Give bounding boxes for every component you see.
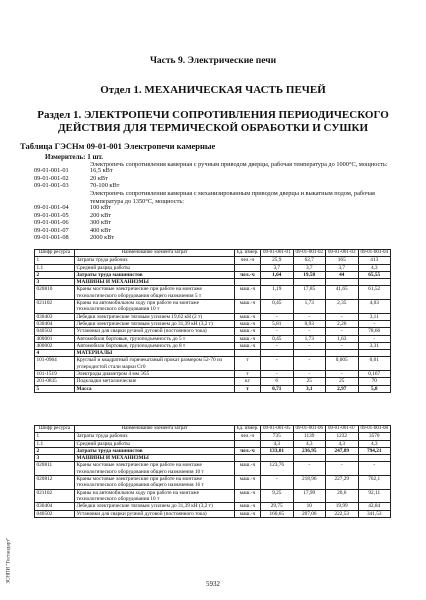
item-value: 200 кВт: [90, 211, 112, 219]
table-row: [35, 510, 391, 517]
value-cell: 218,96: [293, 476, 326, 490]
value-cell: 4,3: [293, 440, 326, 447]
table-row: [35, 378, 391, 385]
value-cell: 123,76: [261, 462, 294, 476]
value-cell: -: [326, 371, 359, 378]
value-cell: [293, 350, 326, 357]
description-group-2: Электропечь сопротивления камерная с механизированным приводом дверцы и выкатным подом, рабочая температура до 1350°C, мощность:: [90, 190, 375, 205]
value-cell: 4,3: [358, 440, 391, 447]
value-cell: -: [326, 462, 359, 476]
table-row: [35, 447, 391, 454]
column-header: 09-01-001-07: [326, 426, 359, 433]
value-cell: 65,55: [358, 271, 391, 278]
unit: маш.-ч: [235, 476, 261, 490]
resource-code: 3: [35, 455, 75, 462]
value-cell: 61,52: [358, 286, 391, 300]
value-cell: 0,45: [261, 335, 294, 342]
description-group-1: Электропечь сопротивления камерная с ручным приводом дверцы, рабочая температура до 1000°C, мощность:: [90, 161, 388, 168]
unit: маш.-ч: [235, 335, 261, 342]
table-header-row: [35, 426, 391, 433]
item-code: 09-01-001-08: [34, 234, 69, 242]
table-row: [35, 264, 391, 271]
value-cell: -: [261, 476, 294, 490]
value-cell: -: [326, 328, 359, 335]
table-row: [35, 433, 391, 440]
resource-name: Лебедки электрические тяговым усилием до 31,39 кН (3,2 т): [75, 320, 235, 327]
value-cell: [358, 455, 391, 462]
table-row: [35, 328, 391, 335]
value-cell: 1232: [326, 433, 359, 440]
resource-code: 020812: [35, 476, 75, 490]
value-cell: 207,06: [293, 510, 326, 517]
value-cell: 341,53: [358, 510, 391, 517]
value-cell: 3570: [358, 433, 391, 440]
resource-name: Установки для сварки ручной дуговой (постоянного тока): [75, 328, 235, 335]
resource-code: 1.1: [35, 440, 75, 447]
resource-code: 021102: [35, 300, 75, 314]
unit: маш.-ч: [235, 510, 261, 517]
value-cell: -: [261, 371, 294, 378]
unit: маш.-ч: [235, 503, 261, 510]
value-cell: 3,11: [358, 313, 391, 320]
resource-name: Лебедки электрические тяговым усилием 19,62 кН (2 т): [75, 313, 235, 320]
table-row: [35, 300, 391, 314]
page-number: 5932: [206, 580, 220, 588]
resource-code: 400002: [35, 342, 75, 349]
value-cell: 222,53: [326, 510, 359, 517]
resource-name: Круглый и квадратный горячекатаный прокат размером 52-70 из углеродистой стали марки Ст0: [75, 357, 235, 371]
value-cell: -: [261, 357, 294, 371]
table-row: [35, 455, 391, 462]
resource-name: Краны мостовые электрические при работе на монтаже технологического оборудования общего назначения 16 т: [75, 476, 235, 490]
item-code: 09-01-001-07: [34, 226, 69, 234]
resources-table-1: [34, 249, 391, 393]
unit: [235, 350, 261, 357]
column-header: 09-01-001-04: [358, 250, 391, 257]
value-cell: 29,75: [261, 503, 294, 510]
side-stamp-text: ЗСНПИ "Гостандарт": [6, 537, 12, 584]
value-cell: 9,25: [261, 489, 294, 503]
resource-name: Затраты труда рабочих: [75, 257, 235, 264]
resource-code: 1: [35, 433, 75, 440]
value-cell: 1,19: [261, 286, 294, 300]
value-cell: 0,93: [293, 320, 326, 327]
value-cell: 41,65: [326, 286, 359, 300]
value-cell: [326, 350, 359, 357]
value-cell: 42,84: [358, 503, 391, 510]
table-row: [35, 476, 391, 490]
value-cell: 0,01: [358, 357, 391, 371]
item-code: 09-01-001-05: [34, 211, 69, 219]
value-cell: [326, 279, 359, 286]
value-cell: 17,99: [293, 489, 326, 503]
table-row: [35, 462, 391, 476]
resource-code: 1.1: [35, 264, 75, 271]
resource-code: 2: [35, 271, 75, 278]
side-stamp: [2, 470, 12, 590]
unit: маш.-ч: [235, 489, 261, 503]
value-cell: 0,167: [358, 371, 391, 378]
item-value: 16,5 кВт: [90, 167, 113, 174]
value-cell: -: [261, 313, 294, 320]
department-title: Отдел 1. МЕХАНИЧЕСКАЯ ЧАСТЬ ПЕЧЕЙ: [100, 84, 326, 96]
table-header-row: [35, 250, 391, 257]
resource-name: МАШИНЫ И МЕХАНИЗМЫ: [75, 455, 235, 462]
value-cell: 92,11: [358, 489, 391, 503]
value-cell: 1,73: [293, 335, 326, 342]
column-header: 09-01-001-08: [358, 426, 391, 433]
resource-name: Краны мостовые электрические при работе на монтаже технологического оборудования общего назначения 5 т: [75, 286, 235, 300]
column-header: 09-01-001-06: [293, 426, 326, 433]
value-cell: -: [293, 313, 326, 320]
value-cell: 6: [261, 378, 294, 385]
value-cell: -: [293, 371, 326, 378]
resource-code: 4: [35, 350, 75, 357]
resources-table-2: [34, 425, 391, 518]
table-title: Таблица ГЭСНм 09-01-001 Электропечи камерные: [20, 141, 216, 151]
value-cell: 794,21: [358, 447, 391, 454]
table-row: [35, 385, 391, 392]
value-cell: 17,85: [293, 286, 326, 300]
value-cell: -: [293, 328, 326, 335]
value-cell: -: [358, 320, 391, 327]
value-cell: 0,71: [261, 385, 294, 392]
meter-label: Измеритель: 1 шт.: [45, 153, 104, 161]
column-header: Ед. измер.: [235, 250, 261, 257]
value-cell: 4,03: [358, 300, 391, 314]
value-cell: [326, 455, 359, 462]
resource-name: МАШИНЫ И МЕХАНИЗМЫ: [75, 279, 235, 286]
value-cell: 5,81: [261, 320, 294, 327]
value-cell: 4,3: [326, 440, 359, 447]
resource-code: 030404: [35, 503, 75, 510]
table-row: [35, 350, 391, 357]
resource-name: Автомобили бортовые, грузоподъемность до 5 т: [75, 335, 235, 342]
item-code: 09-01-001-03: [34, 182, 69, 190]
value-cell: 10: [293, 503, 326, 510]
item-code: 09-01-001-04: [34, 204, 69, 211]
value-cell: 44: [326, 271, 359, 278]
value-cell: 4,3: [358, 264, 391, 271]
item-value: 300 кВт: [90, 219, 112, 227]
unit: чел.-ч: [235, 447, 261, 454]
table-row: [35, 335, 391, 342]
resource-code: 201-0835: [35, 378, 75, 385]
item-value: 400 кВт: [90, 226, 112, 234]
value-cell: -: [326, 342, 359, 349]
value-cell: 62,7: [293, 257, 326, 264]
value-cell: 1,63: [326, 335, 359, 342]
resource-name: Подкладки металлические: [75, 378, 235, 385]
column-header: 09-01-001-05: [261, 426, 294, 433]
column-header: 09-01-001-03: [326, 250, 359, 257]
item-value: 2000 кВт: [90, 234, 115, 242]
value-cell: 0,005: [326, 357, 359, 371]
resource-name: Краны мостовые электрические при работе на монтаже технологического оборудования общего назначения 10 т: [75, 462, 235, 476]
resource-code: 020810: [35, 286, 75, 300]
column-header: Шифр ресурса: [35, 426, 75, 433]
value-cell: 3,7: [261, 264, 294, 271]
column-header: Наименование элемента затрат: [75, 250, 235, 257]
table-row: [35, 257, 391, 264]
value-cell: 19,99: [326, 503, 359, 510]
value-cell: 78,66: [358, 328, 391, 335]
resource-code: 030404: [35, 320, 75, 327]
value-cell: -: [293, 462, 326, 476]
resource-code: 3: [35, 279, 75, 286]
value-cell: 165: [326, 257, 359, 264]
item-code: 09-01-001-01: [34, 167, 69, 174]
value-cell: [293, 455, 326, 462]
value-cell: 0,45: [261, 300, 294, 314]
value-cell: 25: [293, 378, 326, 385]
table-row: [35, 440, 391, 447]
unit: т: [235, 385, 261, 392]
column-header: Шифр ресурса: [35, 250, 75, 257]
value-cell: -: [358, 462, 391, 476]
resource-name: Средний разряд работы: [75, 264, 235, 271]
value-cell: [261, 279, 294, 286]
resource-code: 5: [35, 385, 75, 392]
item-value: 100 кВт: [90, 204, 112, 211]
value-cell: 2,97: [326, 385, 359, 392]
unit: чел.-ч: [235, 433, 261, 440]
value-cell: 413: [358, 257, 391, 264]
value-cell: [293, 279, 326, 286]
table-row: [35, 489, 391, 503]
value-cell: 735: [261, 433, 294, 440]
value-cell: 160,65: [261, 510, 294, 517]
table-row: [35, 371, 391, 378]
resource-name: Краны на автомобильном ходу при работе на монтаже технологического оборудования 10 т: [75, 300, 235, 314]
resource-code: 2: [35, 447, 75, 454]
column-header: 09-01-001-02: [293, 250, 326, 257]
value-cell: -: [358, 335, 391, 342]
value-cell: 3,7: [293, 264, 326, 271]
value-cell: 5,8: [358, 385, 391, 392]
item-value: 20 кВт: [90, 174, 108, 182]
resource-code: 1: [35, 257, 75, 264]
unit: маш.-ч: [235, 300, 261, 314]
value-cell: 20,6: [326, 489, 359, 503]
column-header: Ед. измер.: [235, 426, 261, 433]
resource-name: Масса: [75, 385, 235, 392]
value-cell: 19,58: [293, 271, 326, 278]
value-cell: 247,89: [326, 447, 359, 454]
value-cell: -: [293, 357, 326, 371]
resource-code: 400001: [35, 335, 75, 342]
resource-code: 030403: [35, 313, 75, 320]
table-row: [35, 279, 391, 286]
value-cell: 133,01: [261, 447, 294, 454]
unit: [235, 264, 261, 271]
unit: [235, 440, 261, 447]
value-cell: -: [293, 342, 326, 349]
value-cell: 227,29: [326, 476, 359, 490]
value-cell: [261, 455, 294, 462]
part-title: Часть 9. Электрические печи: [149, 56, 277, 66]
table-row: [35, 357, 391, 371]
section-title: Раздел 1. ЭЛЕКТРОПЕЧИ СОПРОТИВЛЕНИЯ ПЕРИОДИЧЕСКОГО ДЕЙСТВИЯ ДЛЯ ТЕРМИЧЕСКОЙ ОБРАБОТКИ И СУШКИ: [37, 109, 389, 134]
value-cell: 3,1: [293, 385, 326, 392]
resource-name: Установки для сварки ручной дуговой (постоянного тока): [75, 510, 235, 517]
value-cell: 236,95: [293, 447, 326, 454]
table-row: [35, 286, 391, 300]
unit: маш.-ч: [235, 328, 261, 335]
value-cell: -: [261, 328, 294, 335]
value-cell: [358, 350, 391, 357]
value-cell: [358, 279, 391, 286]
resource-name: Средний разряд работы: [75, 440, 235, 447]
unit: [235, 279, 261, 286]
table-row: [35, 313, 391, 320]
resource-code: 021102: [35, 489, 75, 503]
column-header: 09-01-001-01: [261, 250, 294, 257]
unit: т: [235, 371, 261, 378]
value-cell: 3,7: [326, 264, 359, 271]
table-row: [35, 320, 391, 327]
unit: [235, 455, 261, 462]
table-row: [35, 342, 391, 349]
resource-code: 040502: [35, 328, 75, 335]
unit: маш.-ч: [235, 320, 261, 327]
value-cell: 70: [358, 378, 391, 385]
resource-name: Электроды диаметром 4 мм Э55: [75, 371, 235, 378]
table-row: [35, 503, 391, 510]
unit: кг: [235, 378, 261, 385]
value-cell: 2,35: [326, 300, 359, 314]
value-cell: 25,9: [261, 257, 294, 264]
value-cell: 702,1: [358, 476, 391, 490]
unit: маш.-ч: [235, 313, 261, 320]
value-cell: 1,73: [293, 300, 326, 314]
value-cell: -: [261, 342, 294, 349]
value-cell: 1,64: [261, 271, 294, 278]
unit: чел.-ч: [235, 257, 261, 264]
column-header: Наименование элемента затрат: [75, 426, 235, 433]
table-row: [35, 271, 391, 278]
resource-name: МАТЕРИАЛЫ: [75, 350, 235, 357]
value-cell: 2,26: [326, 320, 359, 327]
value-cell: 3,31: [358, 342, 391, 349]
resource-code: 101-1519: [35, 371, 75, 378]
resource-name: Лебедки электрические тяговым усилием до 31,39 кН (3,2 т): [75, 503, 235, 510]
item-code: 09-01-001-02: [34, 174, 69, 182]
unit: маш.-ч: [235, 286, 261, 300]
resource-code: 020811: [35, 462, 75, 476]
value-cell: 1139: [293, 433, 326, 440]
resource-name: Автомобили бортовые, грузоподъемность до 8 т: [75, 342, 235, 349]
resource-code: 101-0964: [35, 357, 75, 371]
value-cell: 4,3: [261, 440, 294, 447]
resource-code: 040502: [35, 510, 75, 517]
resource-name: Затраты труда машинистов: [75, 447, 235, 454]
item-value: 70-100 кВт: [90, 182, 120, 190]
value-cell: [261, 350, 294, 357]
value-cell: 25: [326, 378, 359, 385]
unit: маш.-ч: [235, 462, 261, 476]
resource-name: Затраты труда машинистов: [75, 271, 235, 278]
resource-name: Затраты труда рабочих: [75, 433, 235, 440]
unit: маш.-ч: [235, 342, 261, 349]
resource-name: Краны на автомобильном ходу при работе на монтаже технологического оборудования 10 т: [75, 489, 235, 503]
item-code: 09-01-001-06: [34, 219, 69, 227]
unit: чел.-ч: [235, 271, 261, 278]
unit: т: [235, 357, 261, 371]
value-cell: -: [326, 313, 359, 320]
